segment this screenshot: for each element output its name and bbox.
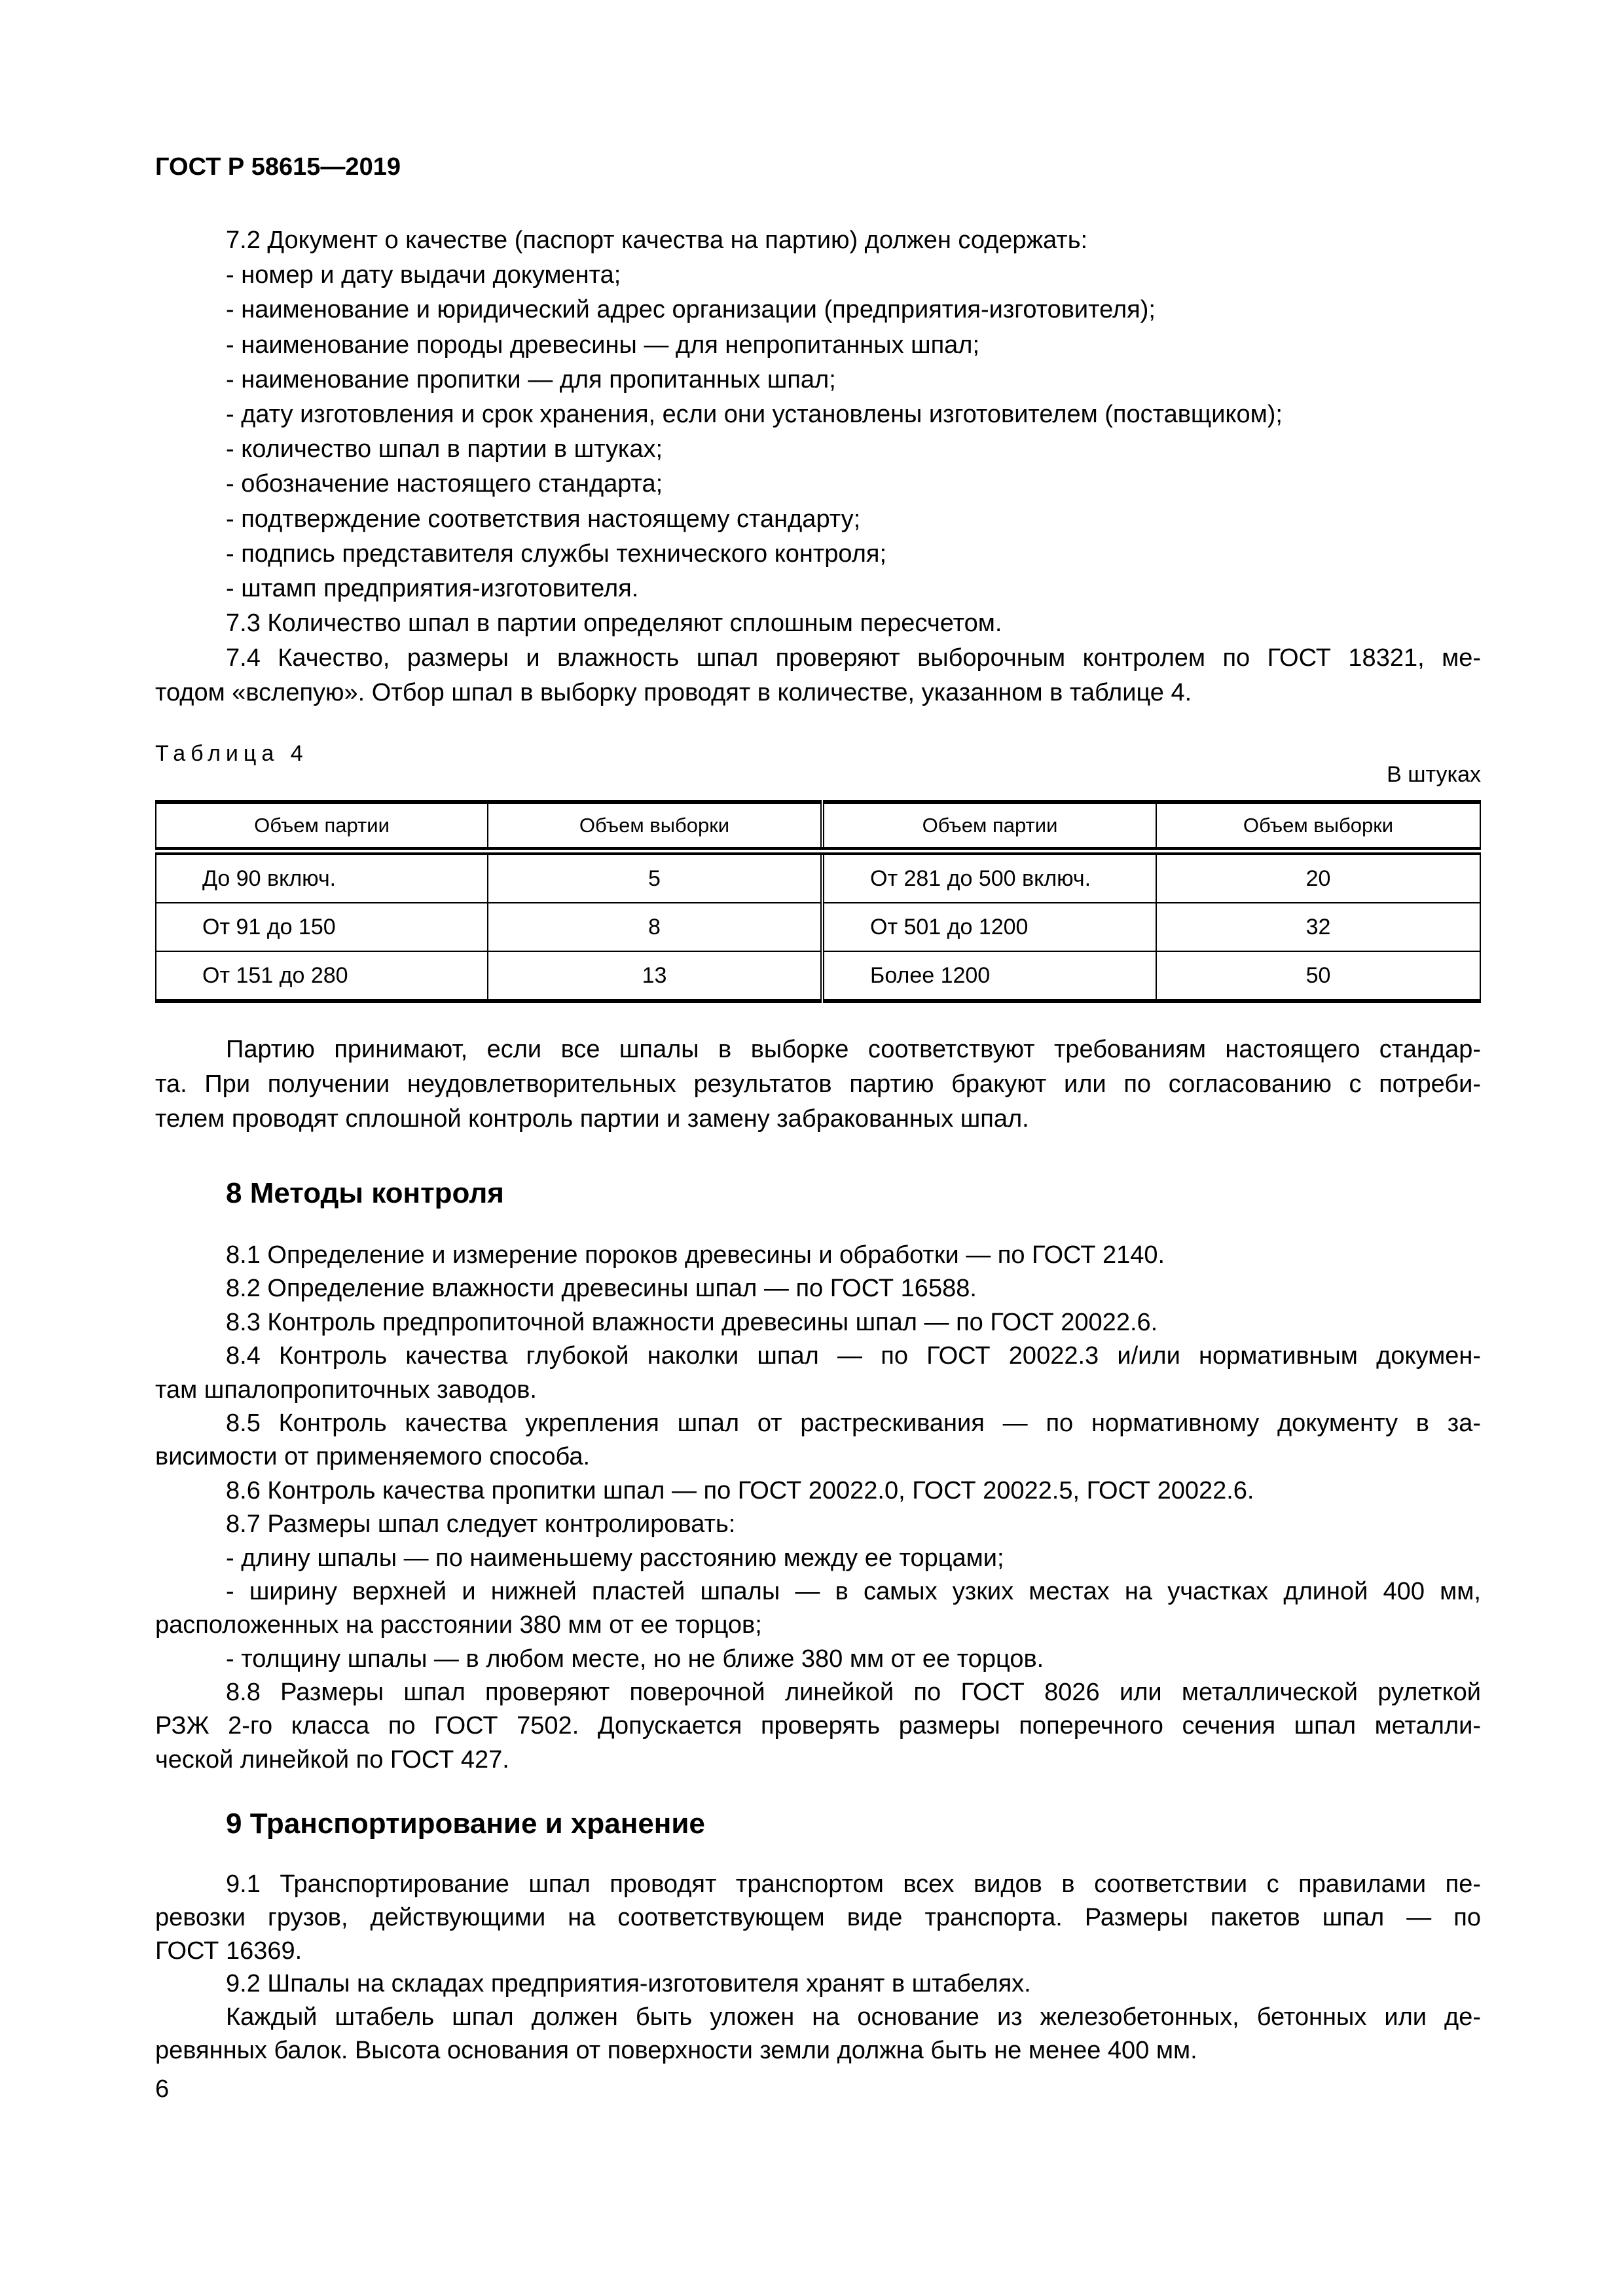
paragraph — [155, 1508, 1481, 1541]
sample-size-cell: 20 — [1156, 851, 1480, 903]
text-line: 8.5 Контроль качества укрепления шпал от растрескивания — по нормативному документу в за- — [226, 1409, 1481, 1437]
section-9-heading: 9 Транспортирование и хранение — [226, 1808, 705, 1840]
header-cell: Объем партии — [156, 802, 488, 851]
paragraph — [155, 1272, 1481, 1305]
text-line: телем проводят сплошной контроль партии и замену забракованных шпал. — [155, 1105, 1029, 1133]
page-number: 6 — [155, 2075, 170, 2103]
paragraph — [155, 363, 1481, 397]
text-line: тодом «вслепую». Отбор шпал в выборку проводят в количестве, указанном в таблице 4. — [155, 679, 1192, 707]
table-caption: Таблица 4 — [155, 741, 308, 766]
text-line: - наименование породы древесины — для непропитанных шпал; — [226, 331, 980, 359]
paragraph — [155, 572, 1481, 606]
text-line: 7.3 Количество шпал в партии определяют сплошным пересчетом. — [226, 610, 1002, 638]
paragraph — [155, 537, 1481, 572]
text-line: расположенных на расстоянии 380 мм от ее торцов; — [155, 1611, 762, 1639]
sample-size-cell: 50 — [1156, 951, 1480, 1001]
paragraph — [155, 1868, 1481, 1967]
text-line: - дату изготовления и срок хранения, если они установлены изготовителем (поставщиком); — [226, 400, 1283, 428]
text-line: 8.4 Контроль качества глубокой наколки шпал — по ГОСТ 20022.3 и/или нормативным докумен- — [226, 1342, 1481, 1370]
lot-size-cell: От 151 до 280 — [156, 951, 488, 1001]
text-line: - подтверждение соответствия настоящему стандарту; — [226, 505, 861, 533]
paragraph — [155, 1575, 1481, 1643]
paragraph — [155, 1967, 1481, 2001]
paragraph — [155, 1676, 1481, 1777]
text-line: - наименование пропитки — для пропитанных шпал; — [226, 365, 836, 393]
lot-size-cell: От 281 до 500 включ. — [822, 851, 1156, 903]
paragraph — [155, 1643, 1481, 1676]
text-line: 7.4 Качество, размеры и влажность шпал проверяют выборочным контролем по ГОСТ 18321, ме- — [226, 644, 1481, 672]
paragraph — [155, 641, 1481, 710]
text-line: ческой линейкой по ГОСТ 427. — [155, 1745, 509, 1774]
text-line: ГОСТ 16369. — [155, 1937, 302, 1965]
lot-size-cell: До 90 включ. — [156, 851, 488, 903]
paragraph — [155, 1474, 1481, 1508]
sample-size-table — [155, 800, 1481, 1003]
section-8-heading: 8 Методы контроля — [226, 1177, 504, 1209]
lot-size-cell: От 501 до 1200 — [822, 903, 1156, 951]
table-row — [156, 951, 1480, 1001]
paragraph — [155, 2001, 1481, 2068]
paragraph — [155, 432, 1481, 467]
section-9-body — [155, 1868, 1481, 2068]
sample-size-cell: 32 — [1156, 903, 1480, 951]
paragraph — [155, 258, 1481, 293]
header-cell: Объем выборки — [488, 802, 822, 851]
text-line: висимости от применяемого способа. — [155, 1443, 591, 1471]
paragraph — [155, 1306, 1481, 1339]
table-header-row — [156, 802, 1480, 851]
sample-size-cell: 8 — [488, 903, 822, 951]
sample-size-cell: 5 — [488, 851, 822, 903]
text-line: - штамп предприятия-изготовителя. — [226, 574, 639, 602]
text-line: ревозки грузов, действующими на соответствующем виде транспорта. Размеры пакетов шпал — по — [155, 1903, 1481, 1931]
text-line: 7.2 Документ о качестве (паспорт качества на партию) должен содержать: — [226, 227, 1088, 254]
paragraph — [155, 223, 1481, 258]
text-line: 8.6 Контроль качества пропитки шпал — по ГОСТ 20022.0, ГОСТ 20022.5, ГОСТ 20022.6. — [226, 1476, 1254, 1504]
lot-size-cell: От 91 до 150 — [156, 903, 488, 951]
text-line: 8.1 Определение и измерение пороков древесины и обработки — по ГОСТ 2140. — [226, 1241, 1165, 1269]
text-line: 8.8 Размеры шпал проверяют поверочной линейкой по ГОСТ 8026 или металлической рулеткой — [226, 1679, 1481, 1707]
paragraph — [155, 1542, 1481, 1575]
section-7-body — [155, 223, 1481, 711]
header-cell: Объем выборки — [1156, 802, 1480, 851]
table-units: В штуках — [1387, 762, 1481, 787]
text-line: - ширину верхней и нижней пластей шпалы — в самых узких местах на участках длиной 400 мм, — [226, 1577, 1481, 1605]
text-line: ревянных балок. Высота основания от поверхности земли должна быть не менее 400 мм. — [155, 2036, 1197, 2064]
text-line: - номер и дату выдачи документа; — [226, 261, 621, 289]
paragraph — [155, 467, 1481, 501]
paragraph — [155, 1339, 1481, 1407]
lot-size-cell: Более 1200 — [822, 951, 1156, 1001]
text-line: 9.2 Шпалы на складах предприятия-изготовителя хранят в штабелях. — [226, 1970, 1031, 1998]
text-line: Партию принимают, если все шпалы в выборке соответствуют требованиям настоящего стандар- — [226, 1036, 1481, 1063]
header-cell: Объем партии — [822, 802, 1156, 851]
paragraph — [155, 1032, 1481, 1137]
text-line: - длину шпалы — по наименьшему расстоянию между ее торцами; — [226, 1544, 1004, 1572]
text-line: РЗЖ 2-го класса по ГОСТ 7502. Допускается проверять размеры поперечного сечения шпал металли- — [155, 1712, 1481, 1740]
document-header: ГОСТ Р 58615—2019 — [155, 153, 401, 181]
text-line: - количество шпал в партии в штуках; — [226, 435, 663, 464]
text-line: та. При получении неудовлетворительных результатов партию бракуют или по согласованию с потреби- — [155, 1070, 1481, 1098]
text-line: - наименование и юридический адрес организации (предприятия-изготовителя); — [226, 296, 1156, 324]
table-row — [156, 903, 1480, 951]
text-line: Каждый штабель шпал должен быть уложен на основание из железобетонных, бетонных или де- — [226, 2003, 1481, 2032]
table-row — [156, 851, 1480, 903]
paragraph — [155, 1407, 1481, 1474]
text-line: там шпалопропиточных заводов. — [155, 1376, 537, 1404]
paragraph — [155, 328, 1481, 363]
text-line: 8.3 Контроль предпропиточной влажности древесины шпал — по ГОСТ 20022.6. — [226, 1308, 1158, 1336]
acceptance-paragraph — [155, 1032, 1481, 1137]
text-line: - подпись представителя службы технического контроля; — [226, 539, 887, 568]
paragraph — [155, 1239, 1481, 1272]
paragraph — [155, 293, 1481, 327]
paragraph — [155, 397, 1481, 432]
text-line: 8.7 Размеры шпал следует контролировать: — [226, 1510, 736, 1539]
section-8-body — [155, 1239, 1481, 1777]
paragraph — [155, 502, 1481, 537]
text-line: 9.1 Транспортирование шпал проводят транспортом всех видов в соответствии с правилами пе- — [226, 1870, 1481, 1898]
text-line: - толщину шпалы — в любом месте, но не ближе 380 мм от ее торцов. — [226, 1645, 1044, 1673]
text-line: 8.2 Определение влажности древесины шпал — по ГОСТ 16588. — [226, 1275, 977, 1303]
sample-size-cell: 13 — [488, 951, 822, 1001]
text-line: - обозначение настоящего стандарта; — [226, 470, 663, 498]
paragraph — [155, 606, 1481, 641]
